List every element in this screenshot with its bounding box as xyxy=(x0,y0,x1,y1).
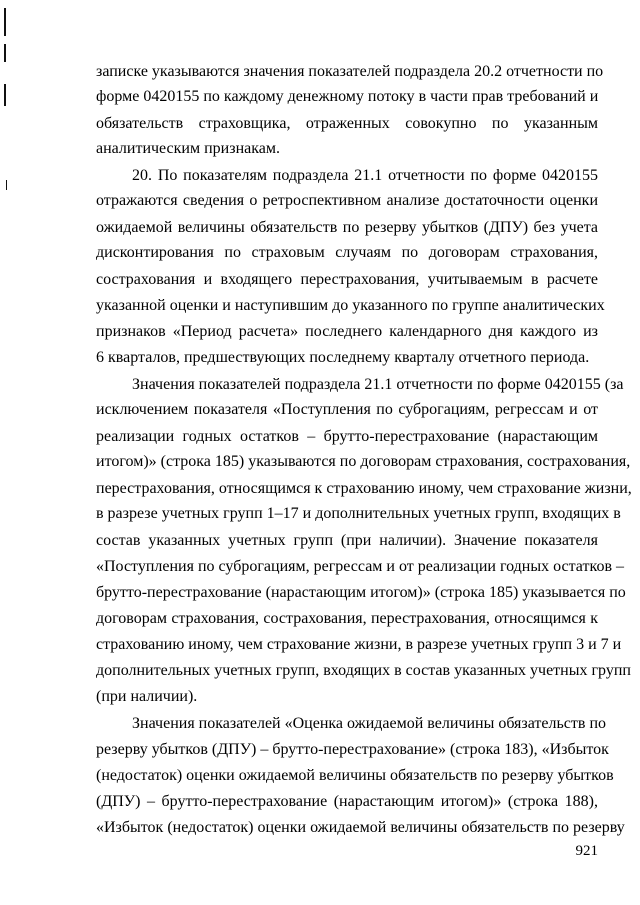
text-line: аналитическим признакам. xyxy=(96,140,280,157)
text-line: признаков «Период расчета» последнего календарного дня каждого из xyxy=(96,323,598,340)
text-line: указанной оценки и наступившим до указанного по группе аналитических xyxy=(96,297,605,314)
text-line: «Избыток (недостаток) оценки ожидаемой величины обязательств по резерву xyxy=(96,819,625,836)
text-line: сострахования и входящего перестрахования, учитываемым в расчете xyxy=(96,271,598,288)
margin-mark xyxy=(4,44,6,62)
text-line: брутто-перестрахование (нарастающим итогом)» (строка 185) указывается по xyxy=(96,584,626,601)
text-line: обязательств страховщика, отраженных совокупно по указанным xyxy=(96,115,598,132)
paragraph-start: Значения показателей подраздела 21.1 отчетности по форме 0420155 (за xyxy=(132,376,624,393)
margin-mark xyxy=(4,84,6,106)
margin-mark xyxy=(4,8,6,36)
text-line: (при наличии). xyxy=(96,688,198,705)
text-line: отражаются сведения о ретроспективном анализе достаточности оценки xyxy=(96,192,598,209)
text-line: «Поступления по суброгациям, регрессам и от реализации годных остатков – xyxy=(96,558,624,575)
text-line: резерву убытков (ДПУ) – брутто-перестрахование» (строка 183), «Избыток xyxy=(96,741,609,758)
text-line: (недостаток) оценки ожидаемой величины обязательств по резерву убытков xyxy=(96,767,614,784)
text-line: 6 кварталов, предшествующих последнему кварталу отчетного периода. xyxy=(96,349,590,366)
text-line: записке указываются значения показателей подраздела 20.2 отчетности по xyxy=(96,63,604,80)
paragraph-start: Значения показателей «Оценка ожидаемой величины обязательств по xyxy=(132,715,607,732)
text-line: в разрезе учетных групп 1–17 и дополнительных учетных групп, входящих в xyxy=(96,505,621,522)
margin-mark xyxy=(6,180,7,190)
paragraph-start: 20. По показателям подраздела 21.1 отчетности по форме 0420155 xyxy=(132,167,598,184)
text-line: реализации годных остатков – брутто-перестрахование (нарастающим xyxy=(96,428,598,445)
text-line: форме 0420155 по каждому денежному потоку в части прав требований и xyxy=(96,88,599,105)
text-line: дисконтирования по страховым случаям по договорам страхования, xyxy=(96,244,598,261)
text-line: исключением показателя «Поступления по суброгациям, регрессам и от xyxy=(96,401,598,418)
text-line: ожидаемой величины обязательств по резерву убытков (ДПУ) без учета xyxy=(96,219,598,236)
text-line: итогом)» (строка 185) указываются по договорам страхования, сострахования, xyxy=(96,453,631,470)
text-line: состав указанных учетных групп (при наличии). Значение показателя xyxy=(96,532,598,549)
text-line: (ДПУ) – брутто-перестрахование (нарастающим итогом)» (строка 188), xyxy=(96,793,598,810)
page-number: 921 xyxy=(575,843,598,859)
text-line: дополнительных учетных групп, входящих в состав указанных учетных групп xyxy=(96,662,631,679)
text-line: договорам страхования, сострахования, перестрахования, относящимся к xyxy=(96,610,598,627)
text-line: страхованию иному, чем страхование жизни, в разрезе учетных групп 3 и 7 и xyxy=(96,636,622,653)
text-line: перестрахования, относящимся к страхованию иному, чем страхование жизни, xyxy=(96,480,632,497)
